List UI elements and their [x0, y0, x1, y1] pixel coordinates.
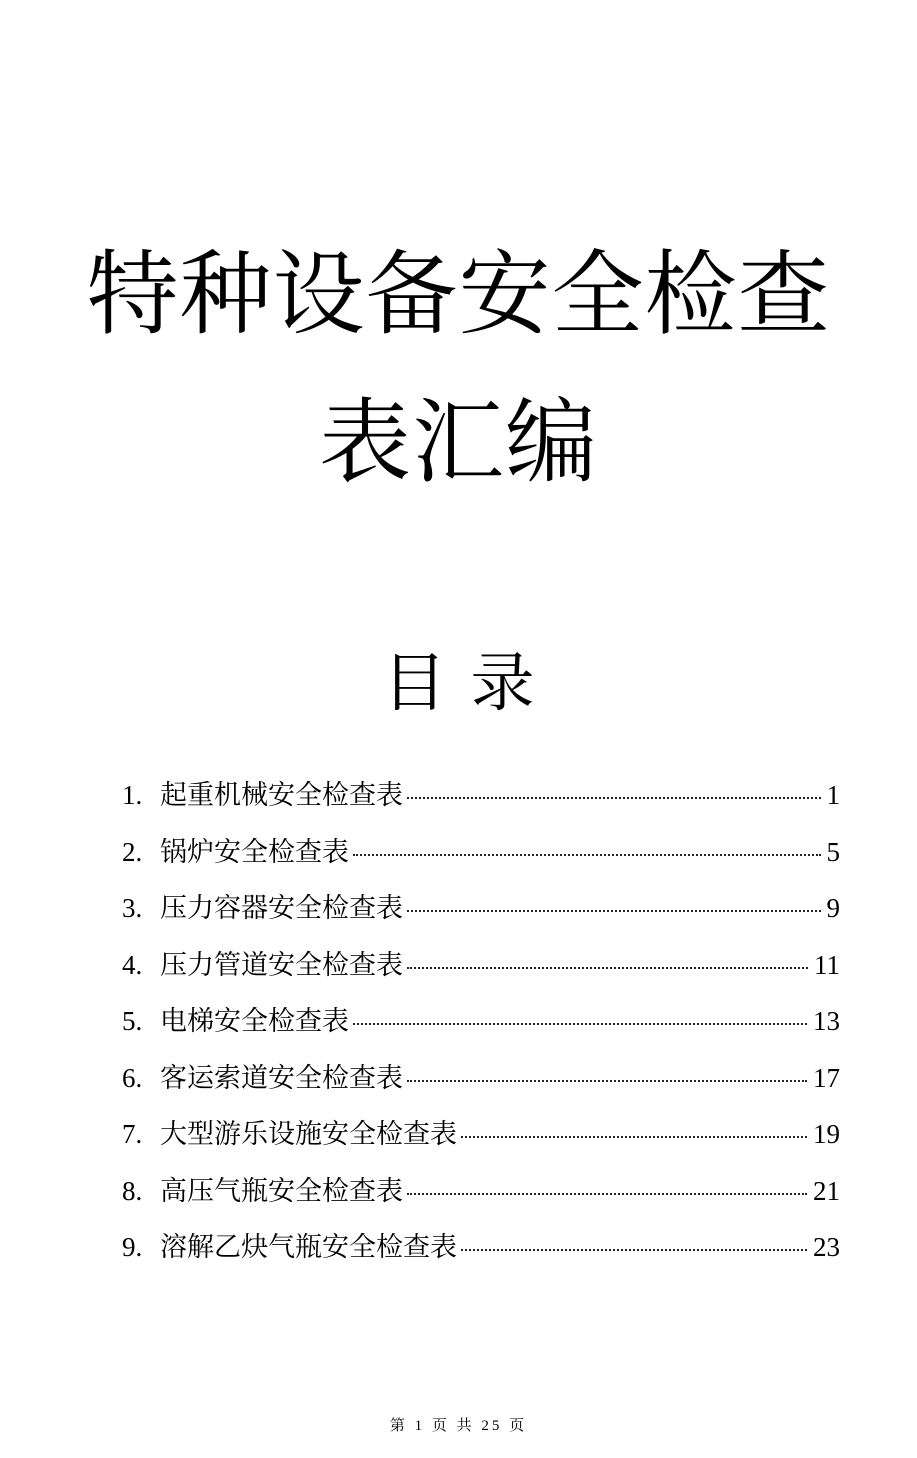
- toc-dot-leader: [461, 1136, 807, 1138]
- document-title-line-1: 特种设备安全检查: [86, 241, 831, 348]
- toc-entry-number: 2.: [122, 836, 143, 867]
- toc-dot-leader: [407, 967, 808, 969]
- toc-entry-number: 7.: [122, 1119, 143, 1149]
- toc-dot-leader: [407, 1193, 807, 1195]
- toc-entry-title: 压力容器安全检查表: [160, 893, 403, 924]
- toc-entry-number: 4.: [122, 949, 143, 980]
- toc-entry-title: 溶解乙炔气瓶安全检查表: [160, 1232, 457, 1263]
- toc-dot-leader: [407, 797, 821, 799]
- toc-entry[interactable]: [122, 1053, 840, 1110]
- toc-entry-number: 8.: [122, 1175, 143, 1206]
- toc-entry[interactable]: [122, 1166, 840, 1223]
- toc-dot-leader: [461, 1249, 807, 1251]
- toc-dot-leader: [353, 854, 821, 856]
- toc-entry[interactable]: [122, 940, 840, 997]
- toc-dot-leader: [407, 910, 821, 912]
- toc-entry[interactable]: [122, 1222, 840, 1279]
- table-of-contents: [122, 770, 840, 1279]
- toc-entry-title: 大型游乐设施安全检查表: [160, 1119, 457, 1150]
- document-title-line-2: 表汇编: [318, 389, 598, 496]
- toc-dot-leader: [407, 1080, 807, 1082]
- toc-entry-title: 高压气瓶安全检查表: [160, 1175, 403, 1207]
- toc-entry-title: 压力管道安全检查表: [160, 949, 403, 981]
- toc-entry-page: 11: [814, 949, 840, 980]
- toc-entry-title: 电梯安全检查表: [160, 1006, 349, 1037]
- toc-entry[interactable]: [122, 996, 840, 1053]
- toc-entry-title: 客运索道安全检查表: [160, 1062, 403, 1094]
- toc-entry-number: 1.: [122, 780, 143, 810]
- toc-entry-page: 19: [813, 1119, 840, 1149]
- toc-entry[interactable]: [122, 770, 840, 827]
- toc-entry[interactable]: [122, 827, 840, 884]
- toc-entry-number: 3.: [122, 893, 143, 923]
- toc-dot-leader: [353, 1023, 807, 1025]
- toc-heading: 目录: [382, 647, 559, 721]
- toc-entry-title: 起重机械安全检查表: [160, 780, 403, 811]
- toc-entry-page: 21: [813, 1175, 840, 1206]
- toc-entry-page: 23: [813, 1232, 840, 1262]
- toc-entry-page: 9: [826, 893, 840, 923]
- toc-entry-number: 6.: [122, 1062, 143, 1093]
- toc-entry-page: 13: [813, 1006, 840, 1036]
- page-footer: 第 1 页 共 25 页: [389, 1418, 528, 1434]
- toc-entry-page: 1: [826, 780, 840, 810]
- toc-entry-page: 5: [826, 836, 840, 867]
- toc-entry[interactable]: [122, 883, 840, 940]
- toc-entry-number: 5.: [122, 1006, 143, 1036]
- toc-entry[interactable]: [122, 1109, 840, 1166]
- toc-entry-page: 17: [813, 1062, 840, 1093]
- toc-entry-title: 锅炉安全检查表: [160, 836, 349, 868]
- toc-entry-number: 9.: [122, 1232, 143, 1262]
